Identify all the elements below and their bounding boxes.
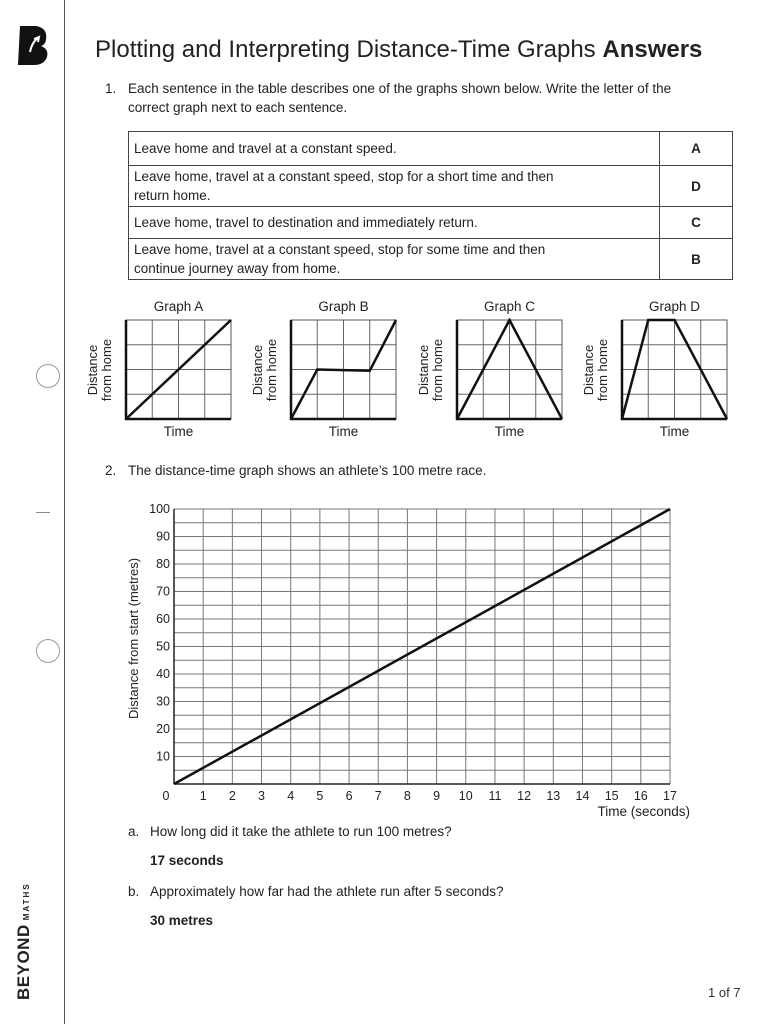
x-tick-label: 16 [633, 789, 648, 803]
graph-title: Graph C [483, 299, 536, 314]
x-tick-label: 11 [488, 789, 502, 803]
question-1-number: 1. [105, 81, 117, 96]
y-tick-label: 100 [149, 502, 170, 516]
table-row [129, 207, 733, 239]
title-bold: Answers [602, 36, 703, 63]
graph-ylabel-line2: from home [430, 338, 445, 401]
sentence-line1: Leave home, travel to destination and immediately return. [134, 215, 478, 230]
x-tick-label: 4 [287, 789, 295, 803]
y-tick-label: 50 [156, 639, 170, 654]
sentence-cell [129, 166, 660, 207]
answer-cell: C [660, 207, 733, 239]
graph-ylabel-line1: Distance [85, 344, 100, 395]
graph-ylabel-line2: from home [99, 338, 114, 401]
graph-plot [289, 318, 398, 421]
question-2-number: 2. [105, 463, 117, 478]
graph-ylabel [582, 330, 610, 410]
graph-ylabel-line2: from home [595, 338, 610, 401]
y-tick-label: 10 [156, 749, 170, 764]
sub-a-question: How long did it take the athlete to run 100 metres? [150, 824, 452, 839]
y-axis-label: Distance from start (metres) [126, 557, 141, 720]
x-tick-label: 2 [228, 789, 236, 803]
sub-a-answer: 17 seconds [150, 853, 224, 868]
sentence-cell [129, 207, 660, 239]
question-1-line2: correct graph next to each sentence. [128, 100, 348, 115]
graph-ylabel [251, 330, 279, 410]
sentence-line2: continue journey away from home. [134, 261, 341, 276]
x-tick-label: 0 [162, 789, 170, 803]
graph-ylabel-line1: Distance [581, 344, 596, 395]
x-tick-label: 12 [517, 789, 532, 803]
y-tick-label: 20 [156, 722, 170, 736]
sentence-cell [129, 132, 660, 166]
sentence-cell [129, 239, 660, 280]
page-title [95, 36, 702, 64]
graph-ylabel [86, 330, 114, 410]
brand-logo-text [14, 882, 34, 1000]
answer-cell: D [660, 166, 733, 207]
x-tick-label: 10 [458, 789, 473, 803]
graph-plot [124, 318, 233, 421]
graph-ylabel-line1: Distance [250, 344, 265, 395]
x-tick-label: 17 [663, 789, 677, 803]
graph-plot [455, 318, 564, 421]
x-tick-label: 7 [374, 789, 382, 803]
brand-big: BEYOND [14, 924, 33, 1000]
answer-cell: B [660, 239, 733, 280]
question-2 [105, 461, 745, 481]
sub-b-letter: b. [128, 884, 140, 899]
sentence-line1: Leave home, travel at a constant speed, stop for a short time and then [134, 169, 554, 184]
graph-xlabel: Time [494, 424, 525, 439]
y-tick-label: 80 [156, 557, 170, 571]
sub-b-answer: 30 metres [150, 913, 214, 928]
graph-title: Graph A [153, 299, 204, 314]
y-tick-label: 90 [156, 529, 170, 544]
graph-xlabel: Time [659, 424, 690, 439]
table-row [129, 239, 733, 280]
answers-table [128, 131, 733, 280]
x-tick-label: 5 [316, 789, 324, 803]
x-tick-label: 3 [258, 789, 266, 803]
graph-ylabel-line2: from home [264, 338, 279, 401]
graph-plot [620, 318, 729, 421]
y-tick-label: 70 [156, 584, 170, 599]
punch-hole-top [36, 364, 60, 388]
x-tick-label: 13 [546, 789, 561, 803]
x-axis-label: Time (seconds) [597, 804, 690, 819]
table-row [129, 132, 733, 166]
x-tick-label: 14 [575, 789, 590, 803]
y-tick-label: 40 [156, 667, 170, 681]
sentence-line2: return home. [134, 188, 211, 203]
fold-mark [36, 512, 50, 513]
page-number: 1 of 7 [708, 985, 741, 1000]
y-tick-label: 30 [156, 694, 170, 709]
x-tick-label: 1 [199, 789, 207, 803]
question-2-text: The distance-time graph shows an athlete’s 100 metre race. [128, 463, 487, 478]
race-chart [100, 495, 720, 825]
sentence-line1: Leave home and travel at a constant speed. [134, 141, 397, 156]
sentence-line1: Leave home, travel at a constant speed, stop for some time and then [134, 242, 546, 257]
brand-small: MATHS [22, 882, 31, 921]
graph-ylabel-line1: Distance [416, 344, 431, 395]
beyond-logo-icon [16, 24, 50, 66]
graph-xlabel: Time [163, 424, 194, 439]
x-tick-label: 8 [403, 789, 411, 803]
sub-a-letter: a. [128, 824, 140, 839]
punch-hole-bottom [36, 639, 60, 663]
sub-b-question: Approximately how far had the athlete run after 5 seconds? [150, 884, 504, 899]
y-tick-label: 60 [156, 612, 170, 626]
graph-title: Graph D [648, 299, 701, 314]
x-tick-label: 15 [604, 789, 619, 803]
title-main: Plotting and Interpreting Distance-Time Graphs [95, 36, 596, 63]
question-1-line1: Each sentence in the table describes one of the graphs shown below. Write the letter of the [128, 81, 672, 96]
answer-cell: A [660, 132, 733, 166]
graph-xlabel: Time [328, 424, 359, 439]
table-row [129, 166, 733, 207]
x-tick-label: 9 [433, 789, 441, 803]
question-1 [105, 79, 745, 119]
graph-ylabel [417, 330, 445, 410]
graph-title: Graph B [318, 299, 369, 314]
x-tick-label: 6 [345, 789, 353, 803]
margin-line [64, 0, 65, 1024]
